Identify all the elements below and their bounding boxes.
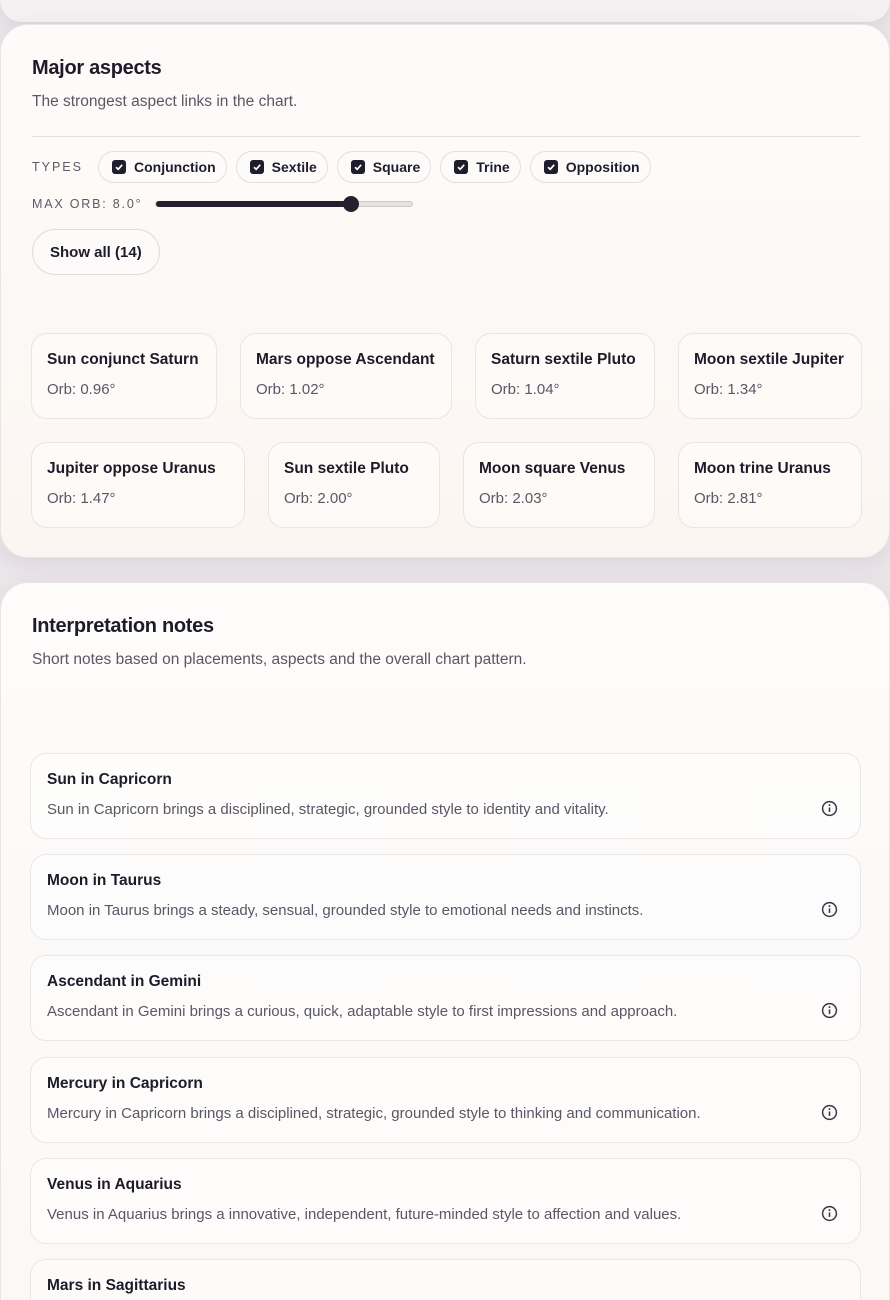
- previous-card-edge: [0, 0, 890, 22]
- note-item[interactable]: [30, 955, 861, 1041]
- note-title: Sun in Capricorn: [47, 771, 172, 788]
- section-subtitle: The strongest aspect links in the chart.: [32, 93, 298, 110]
- checkbox-checked-icon[interactable]: [112, 160, 126, 174]
- max-orb-control: [32, 197, 413, 211]
- aspect-name: Moon square Venus: [479, 460, 626, 477]
- aspect-card[interactable]: [678, 333, 862, 419]
- note-title: Venus in Aquarius: [47, 1176, 182, 1193]
- type-chip-label: Trine: [476, 159, 510, 175]
- info-icon[interactable]: [821, 1104, 838, 1121]
- aspect-card[interactable]: [678, 442, 862, 528]
- note-text: Venus in Aquarius brings a innovative, independent, future-minded style to affection and values.: [47, 1206, 682, 1223]
- checkbox-checked-icon[interactable]: [544, 160, 558, 174]
- aspect-card[interactable]: [268, 442, 440, 528]
- aspect-orb: Orb: 1.47°: [47, 490, 116, 507]
- aspect-name: Jupiter oppose Uranus: [47, 460, 216, 477]
- note-title: Mars in Sagittarius: [47, 1277, 186, 1294]
- aspect-name: Sun sextile Pluto: [284, 460, 409, 477]
- note-item[interactable]: [30, 854, 861, 940]
- note-text: Sun in Capricorn brings a disciplined, strategic, grounded style to identity and vitality.: [47, 801, 609, 818]
- aspect-orb: Orb: 0.96°: [47, 381, 116, 398]
- info-icon[interactable]: [821, 1002, 838, 1019]
- note-text: Moon in Taurus brings a steady, sensual, grounded style to emotional needs and instincts.: [47, 902, 644, 919]
- section-subtitle: Short notes based on placements, aspects and the overall chart pattern.: [32, 651, 527, 668]
- aspect-orb: Orb: 1.04°: [491, 381, 560, 398]
- note-title: Moon in Taurus: [47, 872, 162, 889]
- aspect-name: Saturn sextile Pluto: [491, 351, 636, 368]
- info-icon[interactable]: [821, 800, 838, 817]
- interpretation-notes-card: [0, 582, 890, 1300]
- note-title: Ascendant in Gemini: [47, 973, 202, 990]
- type-chip-label: Square: [372, 159, 421, 175]
- aspect-name: Moon trine Uranus: [694, 460, 831, 477]
- aspect-orb: Orb: 2.03°: [479, 490, 548, 507]
- section-title: Interpretation notes: [32, 615, 214, 637]
- aspect-orb: Orb: 1.34°: [694, 381, 763, 398]
- aspect-card[interactable]: [475, 333, 655, 419]
- type-chip-conjunction[interactable]: [98, 151, 227, 183]
- type-chip-sextile[interactable]: [236, 151, 328, 183]
- note-item[interactable]: [30, 1158, 861, 1244]
- type-chip-label: Conjunction: [134, 159, 216, 175]
- aspect-name: Moon sextile Jupiter: [694, 351, 844, 368]
- info-icon[interactable]: [821, 1205, 838, 1222]
- type-chip-square[interactable]: [337, 151, 431, 183]
- checkbox-checked-icon[interactable]: [351, 160, 365, 174]
- aspect-card[interactable]: [463, 442, 655, 528]
- max-orb-label: MAX ORB: 8.0°: [32, 197, 143, 211]
- note-item[interactable]: [30, 753, 861, 839]
- aspect-card[interactable]: [240, 333, 452, 419]
- type-chip-opposition[interactable]: [530, 151, 651, 183]
- checkbox-checked-icon[interactable]: [454, 160, 468, 174]
- major-aspects-card: [0, 24, 890, 558]
- checkbox-checked-icon[interactable]: [250, 160, 264, 174]
- note-text: Mercury in Capricorn brings a disciplined, strategic, grounded style to thinking and communication.: [47, 1105, 701, 1122]
- type-chip-label: Opposition: [565, 159, 640, 175]
- max-orb-slider[interactable]: [155, 201, 413, 207]
- aspect-type-filters: [32, 151, 651, 183]
- slider-thumb[interactable]: [343, 196, 359, 212]
- aspect-orb: Orb: 1.02°: [256, 381, 325, 398]
- aspect-name: Sun conjunct Saturn: [47, 351, 199, 368]
- info-icon[interactable]: [821, 901, 838, 918]
- aspect-orb: Orb: 2.81°: [694, 490, 763, 507]
- types-label: TYPES: [32, 160, 83, 174]
- aspect-card[interactable]: [31, 333, 217, 419]
- note-title: Mercury in Capricorn: [47, 1075, 203, 1092]
- note-text: Ascendant in Gemini brings a curious, quick, adaptable style to first impressions and approach.: [47, 1003, 678, 1020]
- note-item[interactable]: [30, 1259, 861, 1300]
- slider-fill: [156, 201, 351, 207]
- note-item[interactable]: [30, 1057, 861, 1143]
- divider: [32, 136, 860, 137]
- aspect-card[interactable]: [31, 442, 245, 528]
- aspect-orb: Orb: 2.00°: [284, 490, 353, 507]
- aspect-name: Mars oppose Ascendant: [256, 351, 435, 368]
- show-all-button[interactable]: Show all (14): [32, 229, 160, 275]
- section-title: Major aspects: [32, 57, 162, 79]
- type-chip-trine[interactable]: [440, 151, 520, 183]
- type-chip-label: Sextile: [271, 159, 317, 175]
